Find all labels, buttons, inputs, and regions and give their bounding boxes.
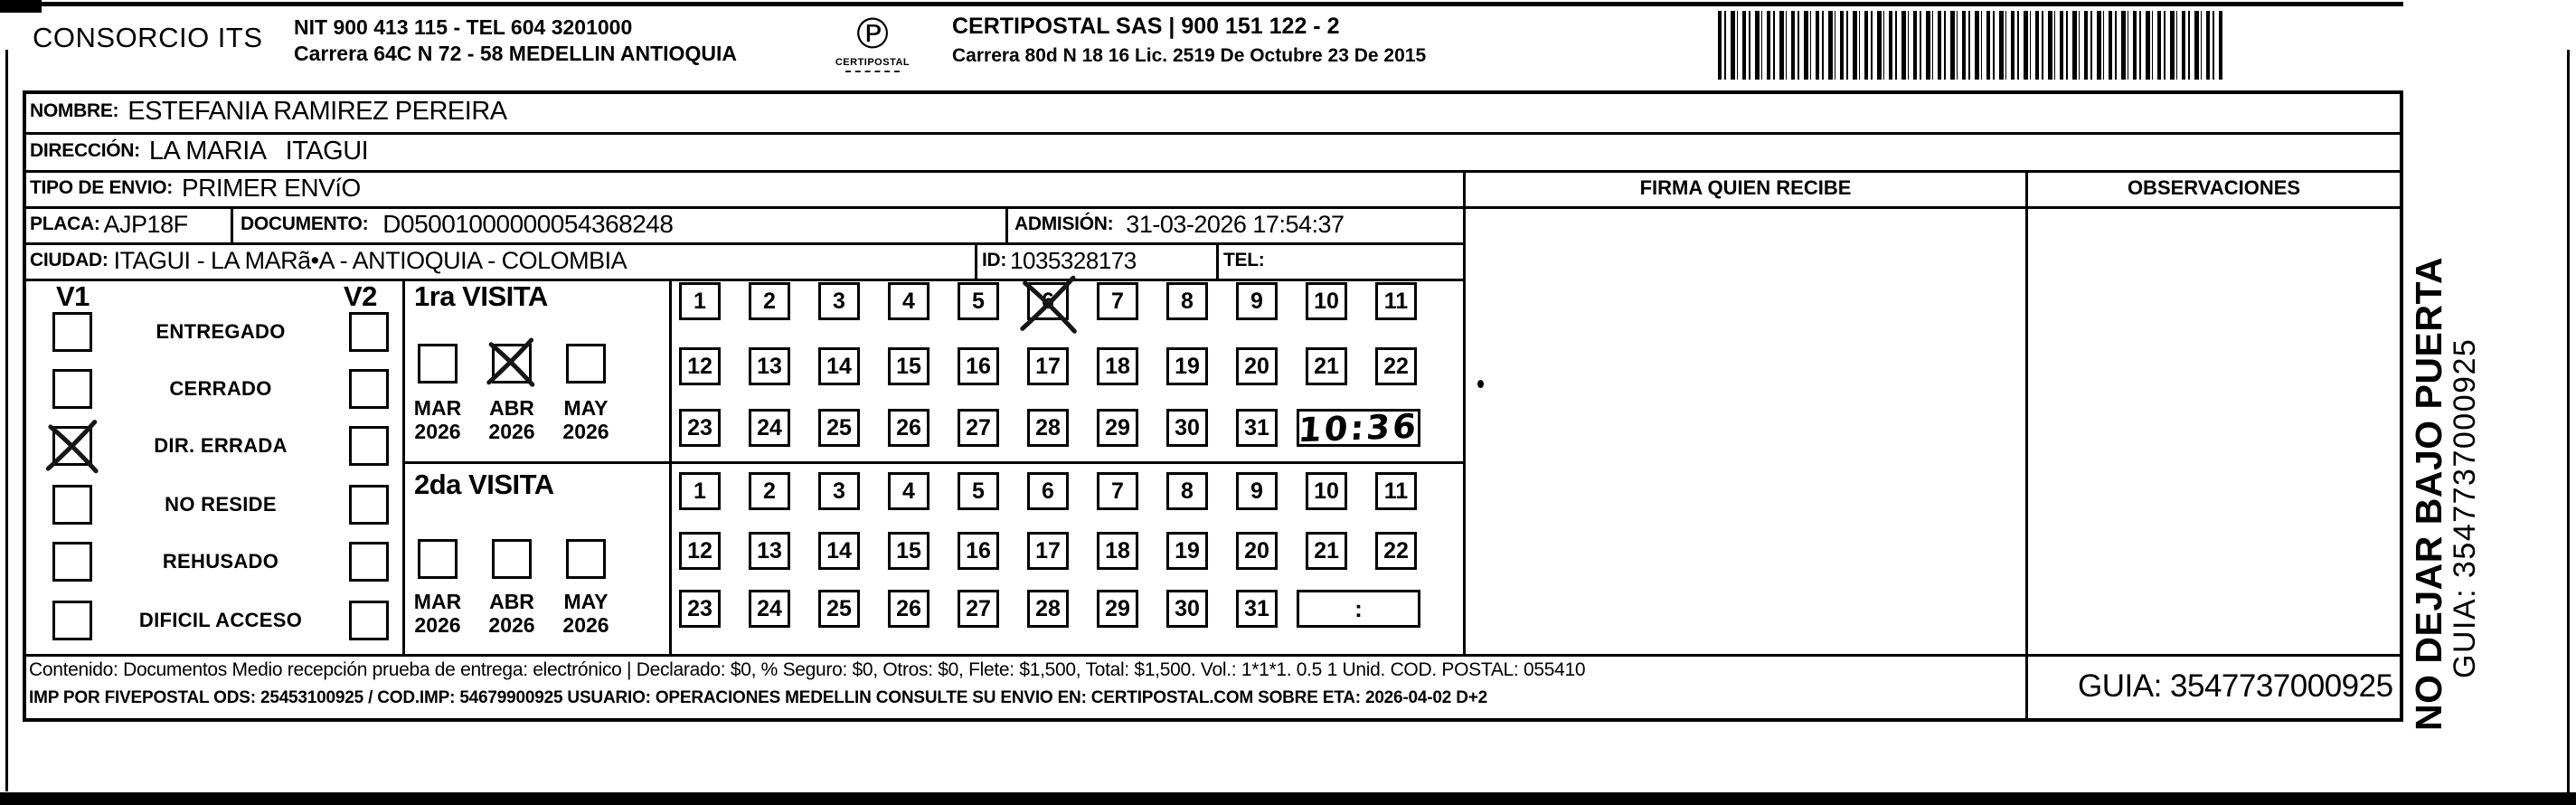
visit2-day-16-checkbox: 16 xyxy=(958,532,999,570)
visit2-day-14-checkbox: 14 xyxy=(818,532,860,570)
visit2-day-29-checkbox: 29 xyxy=(1097,590,1138,628)
grid-line xyxy=(669,279,672,654)
footer-content-line: Contenido: Documentos Medio recepción prueba de entrega: electrónico | Declarado: $0, % Seguro: $0, Otros: $0, Flete: $1,500, Total: $1,500. Vol.: 1*1*1. 0.5 1 Unid. COD. POSTAL: 055410 xyxy=(29,659,1586,680)
visit1-day-17-checkbox: 17 xyxy=(1027,347,1069,385)
scan-edge-top xyxy=(42,2,2403,6)
observaciones-header: OBSERVACIONES xyxy=(2127,176,2301,199)
visit2-day-26-checkbox: 26 xyxy=(888,590,929,628)
visit1-day-20-checkbox: 20 xyxy=(1236,347,1278,385)
v1-entregado-checkbox xyxy=(52,312,92,352)
visit2-day-23-checkbox: 23 xyxy=(679,590,721,628)
visit1-day-3-checkbox: 3 xyxy=(818,282,860,320)
visit2-day-15-checkbox: 15 xyxy=(888,532,929,570)
visit1-month-mar-checkbox xyxy=(418,344,458,384)
visit1-day-4-checkbox: 4 xyxy=(888,282,929,320)
visit1-month-mar-year: 2026 xyxy=(414,420,461,443)
visit1-day-25-checkbox: 25 xyxy=(818,409,860,447)
visit1-day-26-checkbox: 26 xyxy=(888,409,929,447)
status-label-cerrado: CERRADO xyxy=(169,377,272,400)
visit2-month-abr-checkbox xyxy=(492,539,532,579)
visit2-day-8-checkbox: 8 xyxy=(1166,472,1208,510)
visit2-day-11-checkbox: 11 xyxy=(1375,472,1417,510)
company-contact xyxy=(294,14,737,67)
visit2-month-abr-label: ABR xyxy=(489,590,534,613)
v2-dir-errada-checkbox xyxy=(349,426,389,466)
ciudad-label: CIUDAD: xyxy=(30,250,109,270)
visit2-month-may-checkbox xyxy=(566,539,606,579)
documento-value: D05001000000054368248 xyxy=(382,210,674,238)
ciudad-value: ITAGUI - LA MARã•A - ANTIOQUIA - COLOMBIA xyxy=(113,246,627,274)
visit2-time-box: : xyxy=(1297,590,1420,628)
direccion-value: LA MARIA ITAGUI xyxy=(148,136,369,166)
visit2-day-30-checkbox: 30 xyxy=(1166,590,1208,628)
visit2-month-mar-checkbox xyxy=(418,539,458,579)
certipostal-logo-text: CERTIPOSTAL xyxy=(835,57,911,68)
visit2-day-5-checkbox: 5 xyxy=(958,472,999,510)
visit2-day-9-checkbox: 9 xyxy=(1236,472,1278,510)
scan-edge-bottom xyxy=(0,792,2576,805)
certipostal-name-line: CERTIPOSTAL SAS | 900 151 122 - 2 xyxy=(952,14,1340,39)
observaciones-area xyxy=(2028,209,2400,654)
documento-cell xyxy=(241,206,673,242)
v1-dificil-acceso-checkbox xyxy=(52,601,92,640)
v1-dir-errada-handwritten-x xyxy=(43,416,103,476)
visit2-day-25-checkbox: 25 xyxy=(818,590,860,628)
v1-no-reside-checkbox xyxy=(52,485,92,525)
visit1-day-23-checkbox: 23 xyxy=(679,409,721,447)
tipo-envio-label: TIPO DE ENVIO: xyxy=(30,177,173,198)
status-label-rehusado: REHUSADO xyxy=(162,550,279,573)
v1-header: V1 xyxy=(56,280,90,312)
visit2-day-3-checkbox: 3 xyxy=(818,472,860,510)
visit1-day-5-checkbox: 5 xyxy=(958,282,999,320)
nombre-value: ESTEFANIA RAMIREZ PEREIRA xyxy=(127,96,507,126)
tel-cell xyxy=(1223,242,1273,279)
v2-no-reside-checkbox xyxy=(349,485,389,525)
grid-line xyxy=(1216,242,1219,279)
nombre-row xyxy=(30,90,507,132)
visit1-day-24-checkbox: 24 xyxy=(749,409,790,447)
visit1-day-11-checkbox: 11 xyxy=(1375,282,1417,320)
v1-cerrado-checkbox xyxy=(52,369,92,409)
certipostal-logo-tagline xyxy=(845,71,900,72)
admision-cell xyxy=(1014,206,1345,242)
visit1-title: 1ra VISITA xyxy=(414,280,548,312)
admision-value: 31-03-2026 17:54:37 xyxy=(1126,210,1345,238)
documento-label: DOCUMENTO: xyxy=(241,213,369,234)
certipostal-logo-icon: ℗ xyxy=(856,10,889,58)
visit1-day-18-checkbox: 18 xyxy=(1097,347,1138,385)
visit1-day-2-checkbox: 2 xyxy=(749,282,790,320)
v2-rehusado-checkbox xyxy=(349,542,389,582)
visit1-day-8-checkbox: 8 xyxy=(1166,282,1208,320)
visit1-handwritten-time: 10:36 xyxy=(1297,406,1420,450)
v2-entregado-checkbox xyxy=(349,312,389,352)
barcode xyxy=(1718,11,2222,80)
placa-label: PLACA: xyxy=(30,213,100,234)
visit2-day-2-checkbox: 2 xyxy=(749,472,790,510)
visit2-month-may-label: MAY xyxy=(563,590,609,613)
side-note-warning: NO DEJAR BAJO PUERTA xyxy=(2408,256,2449,731)
status-label-entregado: ENTREGADO xyxy=(156,320,286,343)
status-label-dificil-acceso: DIFICIL ACCESO xyxy=(138,609,303,631)
visit2-day-24-checkbox: 24 xyxy=(749,590,790,628)
direccion-row xyxy=(30,132,368,170)
visit2-day-18-checkbox: 18 xyxy=(1097,532,1138,570)
visit2-day-4-checkbox: 4 xyxy=(888,472,929,510)
grid-line xyxy=(402,461,1466,464)
visit1-day-21-checkbox: 21 xyxy=(1306,347,1347,385)
visit2-day-28-checkbox: 28 xyxy=(1027,590,1069,628)
tipo-envio-row xyxy=(30,170,361,206)
nombre-label: NOMBRE: xyxy=(30,100,119,121)
firma-header: FIRMA QUIEN RECIBE xyxy=(1639,176,1852,199)
ciudad-cell xyxy=(30,242,627,279)
grid-line xyxy=(1005,206,1008,242)
grid-line xyxy=(23,90,26,722)
visit1-day-1-checkbox: 1 xyxy=(679,282,721,320)
tel-label: TEL: xyxy=(1223,250,1265,270)
certipostal-contact xyxy=(952,13,1426,69)
visit2-day-13-checkbox: 13 xyxy=(749,532,790,570)
certipostal-logo xyxy=(834,10,911,72)
side-note-guia: GUIA: 3547737000925 xyxy=(2448,337,2483,678)
footer-imp-line: IMP POR FIVEPOSTAL ODS: 25453100925 / COD.IMP: 54679900925 USUARIO: OPERACIONES MEDELLIN CONSULTE SU ENVIO EN: CERTIPOSTAL.COM SOBRE ETA: 2026-04-02 D+2 xyxy=(29,688,1487,707)
scan-edge-left xyxy=(5,50,8,791)
visit1-day-27-checkbox: 27 xyxy=(958,409,999,447)
placa-cell xyxy=(30,206,188,242)
side-note xyxy=(2409,72,2482,731)
visit1-day-16-checkbox: 16 xyxy=(958,347,999,385)
grid-line xyxy=(23,132,2403,135)
visit2-day-22-checkbox: 22 xyxy=(1375,532,1417,570)
visit2-month-may-year: 2026 xyxy=(562,613,609,637)
id-label: ID: xyxy=(982,250,1007,270)
visit1-day-9-checkbox: 9 xyxy=(1236,282,1278,320)
visit2-month-mar-year: 2026 xyxy=(414,613,461,637)
grid-line xyxy=(23,279,1466,281)
visit1-day-6-checkbox: 6 xyxy=(1027,282,1069,320)
visit2-day-6-checkbox: 6 xyxy=(1027,472,1069,510)
admision-label: ADMISIÓN: xyxy=(1014,213,1114,234)
visit2-day-10-checkbox: 10 xyxy=(1306,472,1347,510)
visit1-month-may-checkbox xyxy=(566,344,606,384)
visit1-day-22-checkbox: 22 xyxy=(1375,347,1417,385)
v2-dificil-acceso-checkbox xyxy=(349,601,389,640)
visit2-day-27-checkbox: 27 xyxy=(958,590,999,628)
grid-line xyxy=(2400,90,2403,722)
visit1-day-6-handwritten-x xyxy=(1017,271,1082,336)
visit2-day-7-checkbox: 7 xyxy=(1097,472,1138,510)
company-address-line: Carrera 64C N 72 - 58 MEDELLIN ANTIOQUIA xyxy=(294,41,737,65)
visit2-day-17-checkbox: 17 xyxy=(1027,532,1069,570)
visit1-day-12-checkbox: 12 xyxy=(679,347,721,385)
visit1-day-31-checkbox: 31 xyxy=(1236,409,1278,447)
scan-edge-top-left xyxy=(0,0,42,13)
visit1-day-14-checkbox: 14 xyxy=(818,347,860,385)
firma-area xyxy=(1466,209,2025,654)
visit1-month-abr-handwritten-x xyxy=(485,335,539,389)
visit1-month-may-year: 2026 xyxy=(562,420,609,443)
v1-rehusado-checkbox xyxy=(52,542,92,582)
visit2-day-12-checkbox: 12 xyxy=(679,532,721,570)
v2-cerrado-checkbox xyxy=(349,369,389,409)
visit1-day-15-checkbox: 15 xyxy=(888,347,929,385)
id-value: 1035328173 xyxy=(1010,246,1137,274)
status-label-dir-errada: DIR. ERRADA xyxy=(154,434,288,457)
visit1-month-abr-label: ABR xyxy=(489,396,534,420)
company-name: CONSORCIO ITS xyxy=(33,22,263,53)
guia-number: GUIA: 3547737000925 xyxy=(2078,668,2393,704)
visit1-day-30-checkbox: 30 xyxy=(1166,409,1208,447)
visit2-day-1-checkbox: 1 xyxy=(679,472,721,510)
grid-line xyxy=(975,242,977,279)
company-nit-line: NIT 900 413 115 - TEL 604 3201000 xyxy=(294,15,633,39)
visit2-day-21-checkbox: 21 xyxy=(1306,532,1347,570)
tipo-envio-value: PRIMER ENVíO xyxy=(182,174,361,202)
visit1-day-10-checkbox: 10 xyxy=(1306,282,1347,320)
scan-edge-right xyxy=(2567,50,2570,796)
visit1-day-29-checkbox: 29 xyxy=(1097,409,1138,447)
direccion-label: DIRECCIÓN: xyxy=(30,140,140,161)
v2-header: V2 xyxy=(344,280,377,312)
visit1-month-may-label: MAY xyxy=(563,396,609,420)
visit2-month-mar-label: MAR xyxy=(413,590,462,613)
visit1-day-13-checkbox: 13 xyxy=(749,347,790,385)
status-label-no-reside: NO RESIDE xyxy=(165,493,277,516)
visit2-title: 2da VISITA xyxy=(414,469,554,500)
visit2-day-31-checkbox: 31 xyxy=(1236,590,1278,628)
visit1-month-abr-year: 2026 xyxy=(488,420,535,443)
visit1-day-7-checkbox: 7 xyxy=(1097,282,1138,320)
placa-value: AJP18F xyxy=(103,210,188,238)
visit1-day-19-checkbox: 19 xyxy=(1166,347,1208,385)
certipostal-address-line: Carrera 80d N 18 16 Lic. 2519 De Octubre 23 De 2015 xyxy=(952,45,1427,67)
visit2-day-19-checkbox: 19 xyxy=(1166,532,1208,570)
grid-line xyxy=(231,206,233,242)
visit2-day-20-checkbox: 20 xyxy=(1236,532,1278,570)
visit1-time-box xyxy=(1297,406,1420,450)
visit1-day-28-checkbox: 28 xyxy=(1027,409,1069,447)
visit1-month-mar-label: MAR xyxy=(413,396,462,420)
visit2-month-abr-year: 2026 xyxy=(488,613,535,637)
